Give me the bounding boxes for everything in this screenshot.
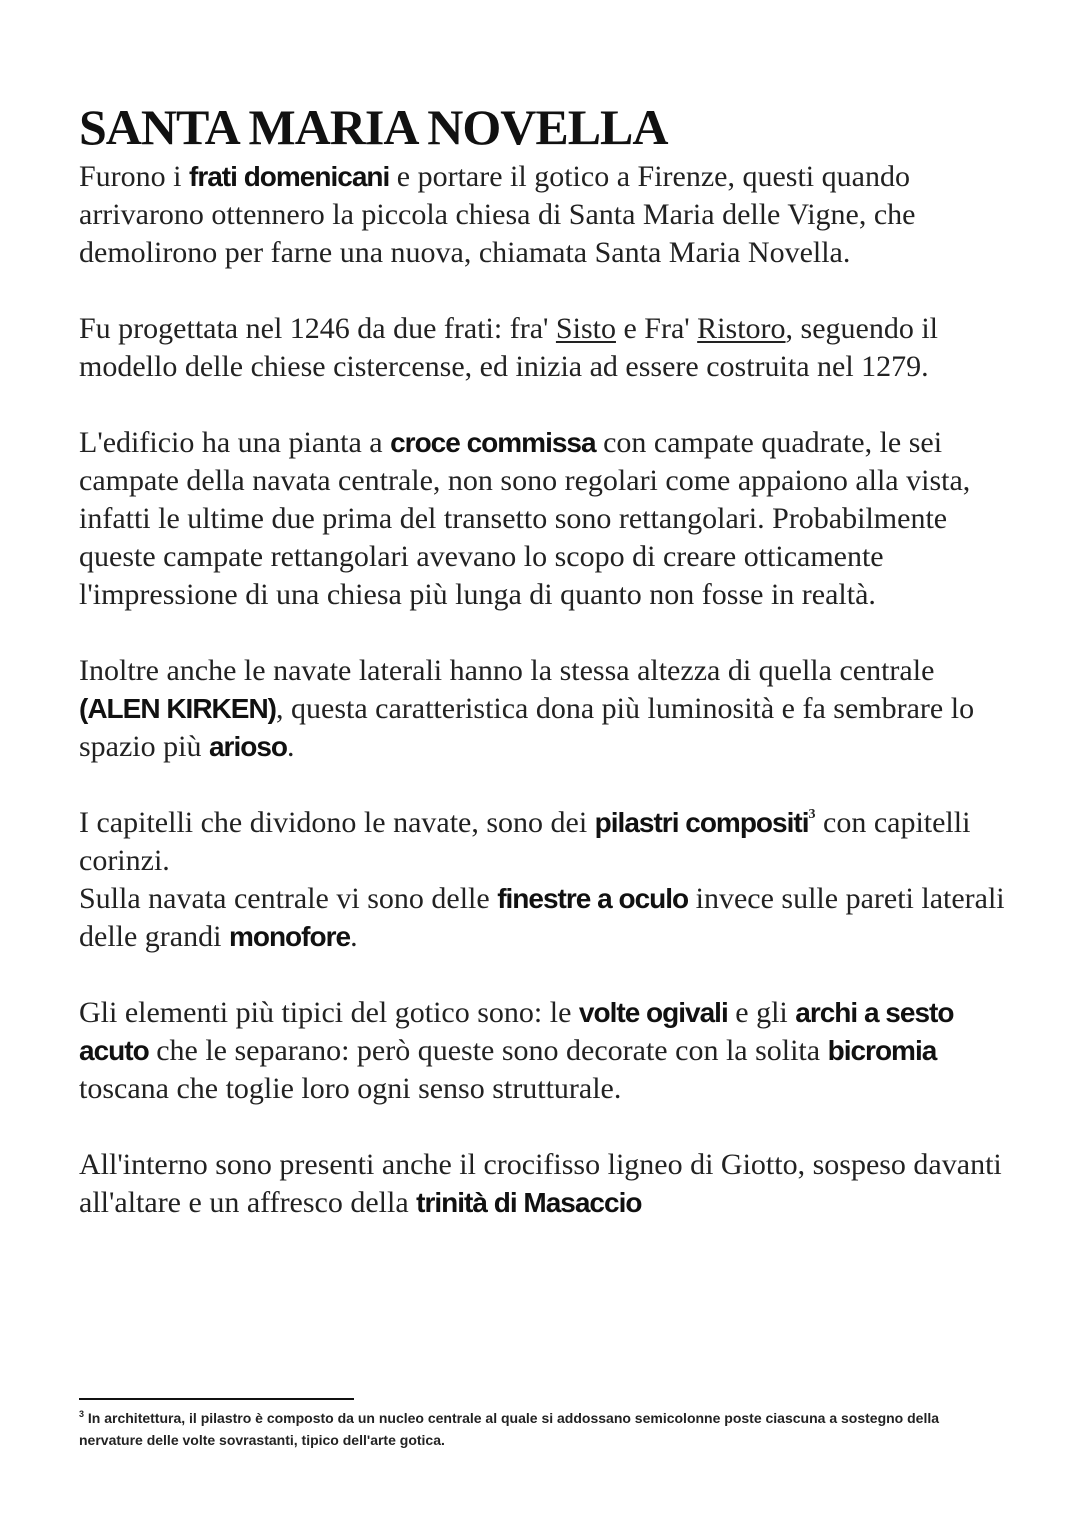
text: e gli — [727, 996, 796, 1029]
bold-term: monofore — [228, 921, 351, 952]
paragraph-5 — [79, 804, 1009, 880]
text: , questa caratteristica dona più luminosità e fa sembrare lo spazio più — [79, 692, 975, 763]
text: Inoltre anche le navate laterali hanno la stessa altezza di quella centrale — [79, 654, 935, 687]
footnote-text: In architettura, il pilastro è composto da un nucleo centrale al quale si addossano semicolonne poste ciascuna a sostegno della nervature delle volte sovrastanti, tipico dell'arte gotica. — [79, 1410, 940, 1448]
text: Furono i — [79, 160, 190, 193]
text: con capitelli corinzi. — [79, 806, 971, 877]
text: Fu progettata nel 1246 da due frati: fra' — [79, 312, 556, 345]
footnote-divider — [79, 1398, 354, 1400]
bold-term: volte ogivali — [578, 997, 728, 1028]
bold-term: arioso — [208, 731, 288, 762]
text: con campate quadrate, le sei campate della navata centrale, non sono regolari come appaiono alla vista, infatti le ultime due prima del transetto sono rettangolari. Probabilmente queste campate rettangolari avevano lo scopo di creare otticamente l'impressione di una chiesa più lunga di quanto non fosse in realtà. — [79, 426, 971, 611]
text: . — [287, 730, 295, 763]
bold-term: (ALEN KIRKEN) — [79, 693, 276, 724]
text: Gli elementi più tipici del gotico sono: le — [79, 996, 579, 1029]
paragraph-1 — [79, 158, 1009, 272]
page-title: SANTA MARIA NOVELLA — [79, 99, 668, 155]
footnote-mark: 3 — [79, 1409, 85, 1419]
paragraph-3 — [79, 424, 1009, 614]
text: . — [350, 920, 358, 953]
text: e Fra' — [615, 312, 698, 345]
paragraph-6 — [79, 880, 1009, 956]
paragraph-2 — [79, 310, 1009, 386]
bold-term: croce commissa — [390, 427, 596, 458]
text: , seguendo il modello delle chiese cistercense, ed inizia ad essere costruita nel 1279. — [79, 312, 939, 383]
text: invece sulle pareti laterali delle grandi — [79, 882, 1005, 953]
text: e portare il gotico a Firenze, questi quando arrivarono ottennero la piccola chiesa di Santa Maria delle Vigne, che demolirono per farne una nuova, chiamata Santa Maria Novella. — [79, 160, 916, 269]
footnote-reference: 3 — [808, 807, 816, 822]
footnote — [79, 1407, 999, 1451]
underlined-name: Sisto — [555, 312, 616, 345]
text: che le separano: però queste sono decorate con la solita — [148, 1034, 828, 1067]
text: Sulla navata centrale vi sono delle — [79, 882, 498, 915]
underlined-name: Ristoro — [697, 312, 786, 345]
paragraph-7 — [79, 994, 1009, 1108]
bold-term: pilastri compositi — [594, 807, 809, 838]
bold-term: frati domenicani — [189, 161, 390, 192]
bold-term: bicromia — [827, 1035, 937, 1066]
text: All'interno sono presenti anche il crocifisso ligneo di Giotto, sospeso davanti all'altare e un affresco della — [79, 1148, 1002, 1219]
bold-term: trinità di Masaccio — [416, 1187, 642, 1218]
text: I capitelli che dividono le navate, sono dei — [79, 806, 595, 839]
text: toscana che toglie loro ogni senso strutturale. — [79, 1072, 622, 1105]
paragraph-4 — [79, 652, 1009, 766]
paragraph-8 — [79, 1146, 1009, 1222]
document-page — [79, 96, 1009, 1222]
text: L'edificio ha una pianta a — [79, 426, 391, 459]
bold-term: archi a sesto acuto — [79, 997, 954, 1066]
bold-term: finestre a oculo — [497, 883, 689, 914]
